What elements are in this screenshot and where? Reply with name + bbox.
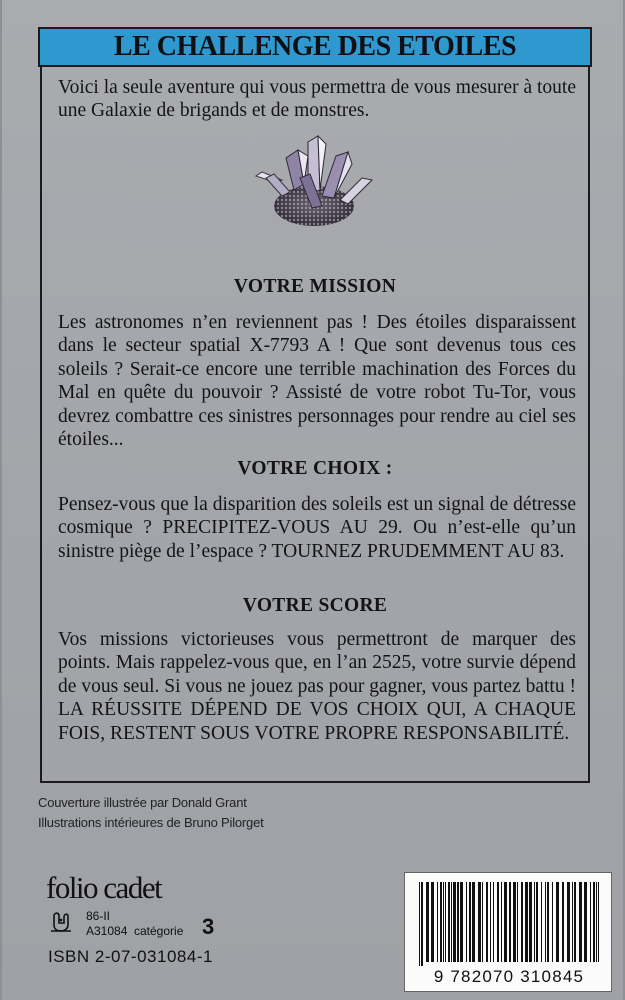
mission-text: Les astronomes n’en reviennent pas ! Des étoiles disparaissent dans le secteur spatial X-7793 A ! Que sont devenus tous ces soleils ? Serait-ce encore une terrible machination des Forces du Mal en quête du pouvoir ? Assisté de votre robot Tu-Tor, vous devrez combattre ces sinistres personnages pour rendre au ciel ses étoiles... bbox=[58, 312, 576, 451]
isbn: ISBN 2-07-031084-1 bbox=[48, 947, 213, 966]
barcode-bar bbox=[497, 882, 499, 962]
barcode-bar bbox=[457, 882, 459, 962]
section-heading-choice: VOTRE CHOIX : bbox=[237, 458, 393, 479]
barcode-bar bbox=[584, 882, 587, 962]
crystal-cluster-illustration bbox=[252, 134, 374, 230]
barcode-bar bbox=[482, 882, 483, 962]
barcode-bar bbox=[460, 882, 463, 962]
barcode-bar bbox=[552, 882, 553, 962]
publisher-logo-icon bbox=[48, 911, 74, 935]
barcode-bar bbox=[440, 882, 442, 962]
barcode-bar bbox=[521, 882, 523, 962]
barcode-bar bbox=[513, 882, 516, 962]
barcode-bar bbox=[419, 882, 420, 966]
interior-credit: Illustrations intérieures de Bruno Pilorget bbox=[38, 815, 264, 830]
barcode-bar bbox=[536, 882, 538, 962]
barcode-bar bbox=[541, 882, 542, 962]
section-heading-score: VOTRE SCORE bbox=[242, 595, 388, 616]
category-number: 3 bbox=[202, 914, 215, 939]
barcode-bar bbox=[572, 882, 573, 962]
barcode-bar bbox=[445, 882, 446, 962]
barcode-bar bbox=[545, 882, 546, 962]
barcode-bar bbox=[517, 882, 518, 962]
barcode-bar bbox=[598, 882, 599, 962]
choice-text: Pensez-vous que la disparition des soleils est un signal de détresse cosmique ? PRECIPITEZ-VOUS AU 29. Ou n’est-elle qu’un sinistre piège de l’espace ? TOURNEZ PRUDEMMENT AU 83. bbox=[58, 494, 576, 562]
barcode-bar bbox=[534, 882, 535, 962]
barcode-bar bbox=[466, 882, 467, 962]
barcode-bar bbox=[486, 882, 488, 962]
barcode-bar bbox=[574, 882, 576, 962]
section-heading-mission: VOTRE MISSION bbox=[233, 276, 397, 297]
barcode-bar bbox=[421, 882, 423, 966]
barcode-bar bbox=[567, 882, 570, 962]
barcode-bar bbox=[579, 882, 582, 962]
barcode-bar bbox=[593, 882, 595, 962]
barcode-bar bbox=[504, 882, 507, 962]
category-label: catégorie bbox=[134, 924, 184, 938]
barcode-bar bbox=[448, 882, 450, 962]
score-text: Vos missions victorieuses vous permettront de marquer des points. Mais rappelez-vous que, en l’an 2525, votre survie dépend de vous seul. Si vous ne jouez pas pour gagner, vous partez battu ! LA RÉUSSITE DÉPEND DE VOS CHOIX QUI, A CHAQUE FOIS, RESTENT SOUS VOTRE PROPRE RESPONSABILITÉ. bbox=[58, 629, 576, 744]
barcode-digits: 9 782070 310845 bbox=[433, 967, 585, 986]
cover-credit: Couverture illustrée par Donald Grant bbox=[38, 795, 247, 810]
barcode-bar bbox=[590, 882, 591, 962]
barcode-bar bbox=[596, 882, 597, 962]
barcode-bar bbox=[493, 882, 494, 962]
series-logo: folio cadet bbox=[46, 870, 162, 905]
barcode-bar bbox=[443, 882, 444, 962]
barcode-bar bbox=[451, 882, 452, 962]
barcode-bar bbox=[426, 882, 429, 962]
barcode-bar bbox=[431, 882, 434, 962]
barcode-bar bbox=[437, 882, 438, 962]
barcode-bar bbox=[469, 882, 471, 962]
book-title: LE CHALLENGE DES ETOILES bbox=[113, 31, 517, 62]
barcode-bar bbox=[556, 882, 559, 962]
intro-text: Voici la seule aventure qui vous permettra de vous mesurer à toute une Galaxie de brigands et de monstres. bbox=[58, 77, 576, 122]
barcode-bar bbox=[529, 882, 532, 962]
publisher-code-2: A31084 bbox=[86, 924, 128, 938]
barcode-bar bbox=[453, 882, 456, 962]
barcode-bar bbox=[472, 882, 475, 962]
barcode-bar bbox=[501, 882, 502, 962]
title-banner bbox=[38, 27, 592, 67]
barcode-bar bbox=[490, 882, 491, 962]
barcode-bar bbox=[547, 882, 549, 962]
barcode bbox=[404, 872, 612, 992]
publisher-code-1: 86-II bbox=[86, 909, 111, 923]
barcode-bar bbox=[509, 882, 511, 962]
barcode-bar bbox=[478, 882, 481, 962]
barcode-bar bbox=[525, 882, 528, 962]
barcode-bars bbox=[415, 882, 603, 966]
barcode-bar bbox=[562, 882, 564, 962]
